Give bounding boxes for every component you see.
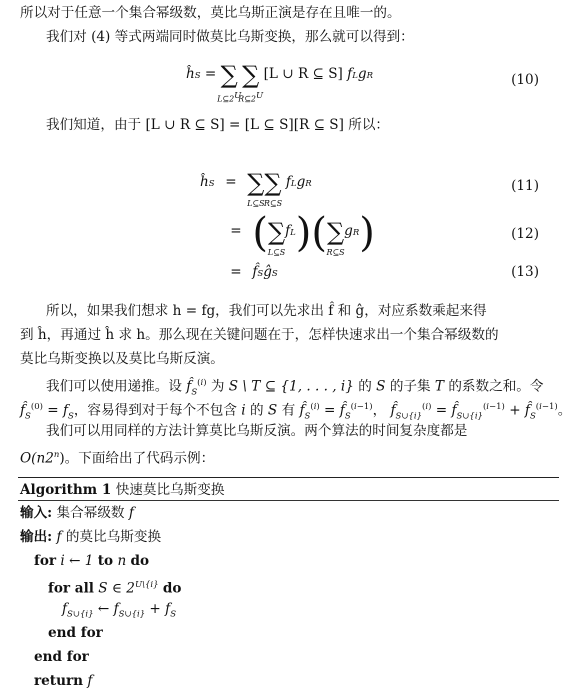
- equation-13: = f̂SĝS: [230, 264, 278, 280]
- paragraph-multiply-line-1: 所以，如果我们想求 h = fg，我们可以先求出 f̂ 和 ĝ，对应系数乘起来得: [46, 303, 487, 319]
- algorithm-end-for-outer: end for: [34, 649, 89, 665]
- algorithm-return: return f: [34, 673, 93, 689]
- algorithm-end-for-inner: end for: [48, 625, 103, 641]
- equation-11: ĥS = ∑ L⊆S ∑ R⊆S fLgR: [200, 169, 312, 208]
- algorithm-update-step: $f_{S\cup\{i\}}$ ← $f_{S\cup\{i\}} + f_S$: [62, 601, 177, 620]
- algorithm-output: 输出: f 的莫比乌斯变换: [20, 529, 162, 545]
- equation-10: ĥS = ∑ $L⊆2^U$ ∑ $R⊆2^U$ [L ∪ R ⊆ S] fLgR: [186, 61, 373, 104]
- algorithm-title-rule: [18, 500, 559, 501]
- paragraph-apply-transform: 我们对 (4) 等式两端同时做莫比乌斯变换，那么就可以得到：: [46, 29, 414, 45]
- algorithm-for-all-loop: for all S ∈ $2^{U\backslash\{i\}}$ do: [48, 580, 182, 597]
- paragraph-recurrence-line-2: $f̂_S^{(0)} = f_S$，容易得到对于每个不包含 i 的 S 有 $f̂_S^{(i)}$ = $f̂_S^{(i-1)}$， $f̂_{S\cup\{i\}}^{(i)}$ = $f̂_{S\cup\{i\}}^{(i-1)}$ + $f̂_S^{(i-1)}$。: [20, 402, 572, 422]
- paragraph-bracket-identity: 我们知道，由于 [L ∪ R ⊆ S] = [L ⊆ S][R ⊆ S] 所以：: [46, 117, 390, 133]
- paragraph-recurrence-line-1: 我们可以使用递推。设 $f̂_S^{(i)}$ 为 S \ T ⊆ {1, . . . , i} 的 S 的子集 T 的系数之和。令: [46, 378, 544, 398]
- algorithm-top-rule: [18, 477, 559, 478]
- paragraph-uniqueness: 所以对于任意一个集合幂级数，莫比乌斯正演是存在且唯一的。: [20, 5, 401, 21]
- algorithm-title: Algorithm 1 快速莫比乌斯变换: [20, 482, 225, 498]
- paragraph-complexity-line-1: 我们可以用同样的方法计算莫比乌斯反演。两个算法的时间复杂度都是: [46, 423, 468, 439]
- equation-12: = (∑ L⊆S fL)(∑ R⊆S gR): [230, 210, 375, 257]
- equation-number-10: (10): [511, 72, 539, 88]
- paragraph-multiply-line-3: 莫比乌斯变换以及莫比乌斯反演。: [20, 351, 224, 367]
- algorithm-input: 输入: 集合幂级数 f: [20, 505, 134, 521]
- equation-number-12: (12): [511, 226, 539, 242]
- equation-number-13: (13): [511, 264, 539, 280]
- paragraph-multiply-line-2: 到 ĥ，再通过 ĥ 求 h。那么现在关键问题在于，怎样快速求出一个集合幂级数的: [20, 327, 499, 343]
- algorithm-for-loop: for i ← 1 to n do: [34, 553, 150, 569]
- paragraph-complexity-line-2: O(n2$^n$)。下面给出了代码示例：: [20, 450, 215, 467]
- equation-number-11: (11): [511, 178, 539, 194]
